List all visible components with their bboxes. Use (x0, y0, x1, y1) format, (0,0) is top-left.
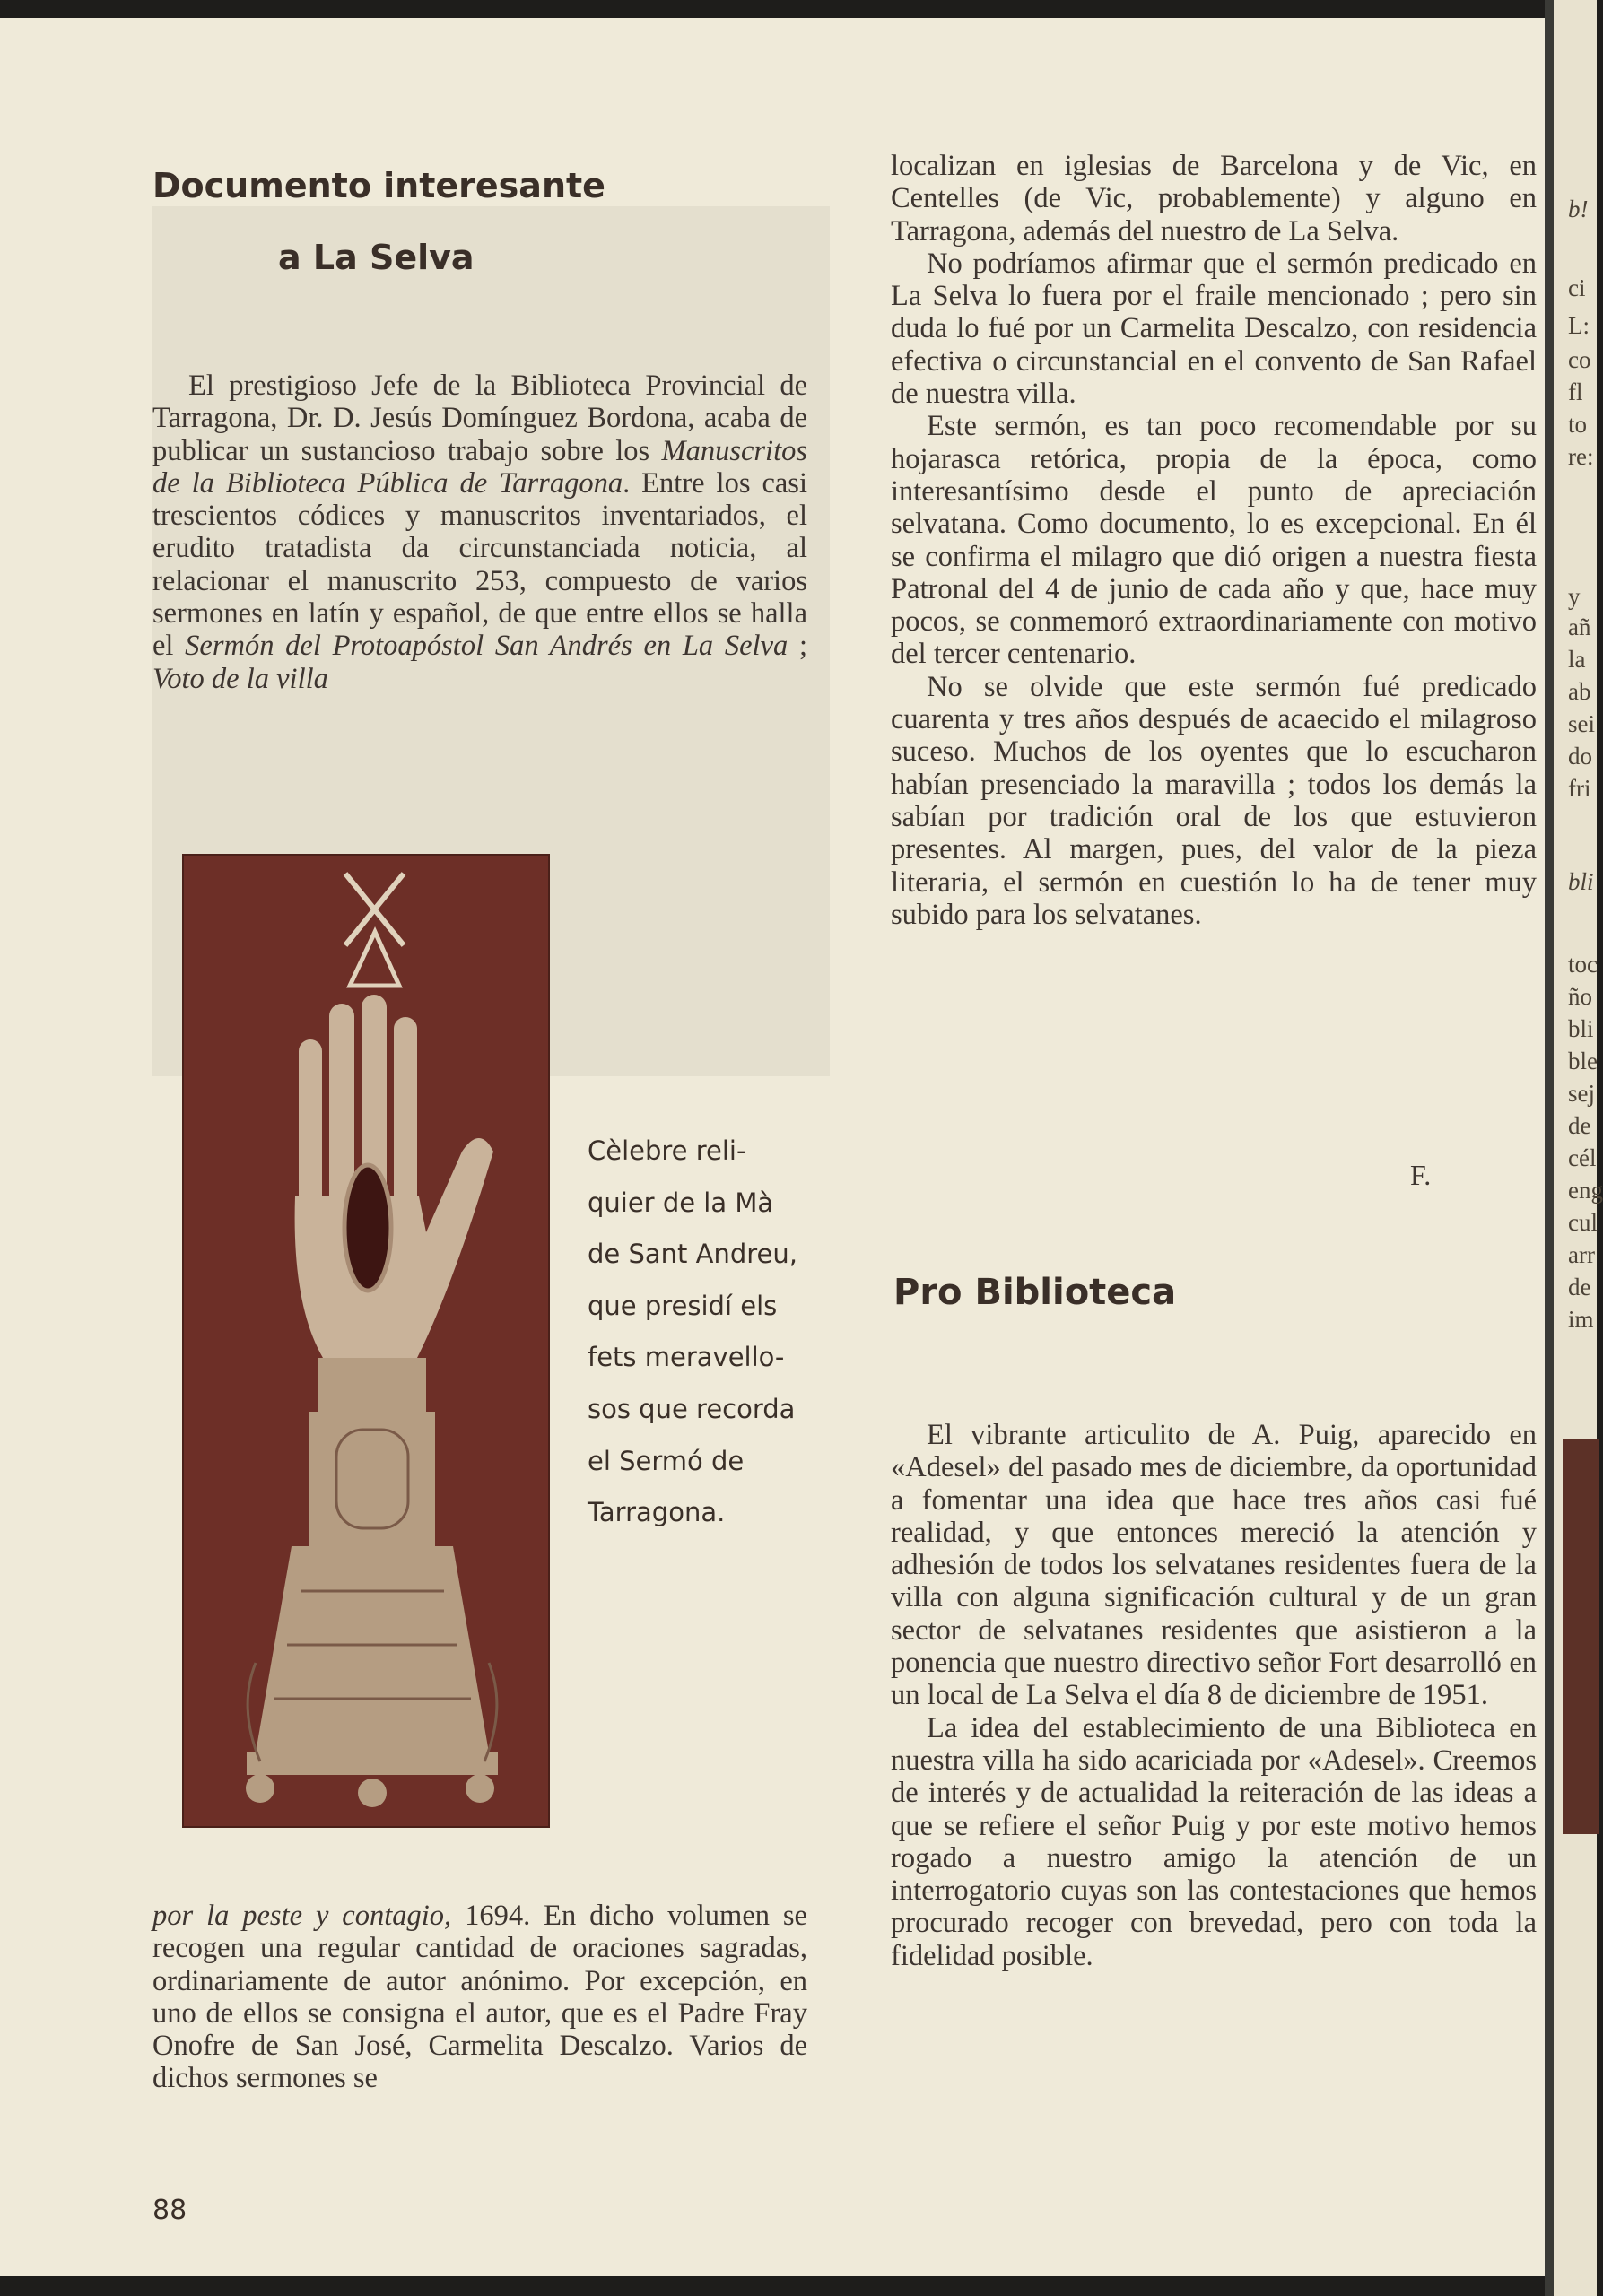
italic-title-run: Sermón del Protoapóstol San Andrés en La Selva (185, 630, 788, 663)
caption-line: que presidí els (588, 1290, 778, 1321)
next-page-fragment: do (1568, 743, 1592, 770)
photo-caption (588, 1126, 812, 1539)
right-paragraph: Este sermón, es tan poco recomendable por su hojarasca retórica, propia de la época, como interesantísimo desde el punto de apreciación selvatana. Como documento, lo es excepcional. En él se confirma el milagro que dió origen a nuestra fiesta Patronal del 4 de junio de cada año y que, hace muy pocos, se conmemoró extraordinariamente con motivo del tercer centenario. (891, 410, 1537, 671)
page-number: 88 (152, 2195, 187, 2226)
section-title-pro-biblioteca: Pro Biblioteca (893, 1272, 1177, 1313)
text-run: ; (788, 630, 807, 663)
next-page-fragment: bli (1568, 1015, 1594, 1042)
italic-title-run: por la peste y contagio, (152, 1900, 452, 1932)
caption-line: de Sant Andreu, (588, 1239, 797, 1270)
caption-line: Cèlebre reli- (588, 1135, 746, 1166)
caption-line: el Sermó de (588, 1445, 745, 1476)
next-page-fragment: ci (1568, 274, 1586, 301)
next-page-fragment: L: (1568, 312, 1590, 339)
relic-window (344, 1165, 391, 1291)
continuation-paragraph (152, 1900, 807, 2095)
next-page-fragment: b! (1568, 196, 1589, 222)
italic-title-run: Manuscritos de la Biblioteca Pública de Tarragona (152, 434, 807, 500)
next-page-fragment: cul (1568, 1209, 1598, 1236)
next-page-fragment: bli (1568, 868, 1594, 895)
next-page-fragment: sej (1568, 1080, 1595, 1107)
text-run: . Entre los casi trescientos códices y manuscritos inventariados, el erudito tratadista da circunstanciada noticia, al relacionar el manuscrito 253, compuesto de varios sermones en latín y español, de que entre ellos se halla el (152, 466, 807, 663)
reliquary-hand-image (184, 856, 548, 1826)
caption-line: fets meravello- (588, 1342, 785, 1373)
magazine-page (0, 18, 1545, 2276)
next-page-fragment: ño (1568, 983, 1592, 1010)
next-page-fragment: fri (1568, 775, 1591, 802)
next-page-fragment: de (1568, 1274, 1591, 1300)
article-title-line-2: a La Selva (278, 238, 475, 277)
next-page-fragment: fl (1568, 378, 1583, 405)
text-run: 1694. En dicho volumen se recogen una regular cantidad de oraciones sagradas, ordinariamente de autor anónimo. Por excepción, en uno de ellos se consigna el autor, que es el Padre Fray Onofre de San José, Carmelita Descalzo. Varios de dichos sermones se (152, 1900, 807, 2095)
pro-biblioteca-body (891, 1419, 1537, 1972)
caption-line: quier de la Mà (588, 1187, 774, 1218)
italic-title-run: Voto de la villa (152, 662, 328, 695)
next-page-edge (1554, 0, 1603, 2296)
hand-shape (295, 995, 493, 1358)
next-page-fragment: im (1568, 1306, 1594, 1333)
next-page-fragment: arr (1568, 1241, 1595, 1268)
next-page-fragment: y (1568, 583, 1581, 610)
next-page-fragment: la (1568, 646, 1586, 673)
next-page-fragment: sei (1568, 710, 1595, 737)
article-signature: F. (1410, 1159, 1432, 1191)
article-right-column (891, 150, 1537, 931)
right-paragraph: localizan en iglesias de Barcelona y de Vic, en Centelles (de Vic, probablemente) y alguno en Tarragona, además del nuestro de La Selva. (891, 150, 1537, 248)
book-spine (1545, 0, 1554, 2296)
text-run: El prestigioso Jefe de la Biblioteca Provincial de Tarragona, Dr. D. Jesús Domínguez Bordona, acaba de publicar un sustancioso trabajo sobre los (152, 370, 807, 467)
article-intro-paragraph (152, 370, 807, 695)
caption-line: Tarragona. (588, 1497, 726, 1528)
article-continuation-paragraph (152, 1900, 807, 2095)
next-page-fragment: re: (1568, 443, 1594, 470)
next-page-fragment: co (1568, 346, 1591, 373)
next-page-fragment: eng (1568, 1177, 1603, 1204)
body-paragraph: La idea del establecimiento de una Biblioteca en nuestra villa ha sido acariciada por «Adesel». Creemos de interés y de actualidad la reiteración de las ideas a que se refiere el señor Puig y por este motivo hemos rogado a nuestro amigo la atención de un interrogatorio cuyas son las contestaciones que hemos procurado recoger con brevedad, pero con toda la fidelidad posible. (891, 1711, 1537, 1972)
intro-paragraph (152, 370, 807, 695)
saint-andrew-cross-icon (345, 874, 404, 986)
next-page-fragment: to (1568, 411, 1588, 438)
next-page-fragment: de (1568, 1112, 1591, 1139)
right-paragraph: No podríamos afirmar que el sermón predicado en La Selva lo fuera por el fraile mencionado ; pero sin duda lo fué por un Carmelita Descalzo, con residencia efectiva o circunstancial en el convento de San Rafael de nuestra villa. (891, 247, 1537, 411)
reliquary-photo (182, 854, 550, 1828)
article-title-line-1: Documento interesante (152, 166, 605, 205)
body-paragraph: El vibrante articulito de A. Puig, aparecido en «Adesel» del pasado mes de diciembre, da oportunidad a fomentar una idea que hace tres años casi fué realidad, y que entonces mereció la atención y adhesión de todos los selvatanes residentes fuera de la villa con alguna significación cultural y de un gran sector de selvatanes residentes que asistieron a la ponencia que nuestro directivo señor Fort desarrolló en un local de La Selva el día 8 de diciembre de 1951. (891, 1419, 1537, 1712)
next-page-fragment: ab (1568, 678, 1591, 705)
next-page-photo-edge (1563, 1439, 1599, 1834)
next-page-fragment: añ (1568, 613, 1591, 640)
next-page-fragment: ble (1568, 1048, 1598, 1074)
next-page-fragment: toc (1568, 951, 1598, 978)
next-page-fragment: cél (1568, 1144, 1597, 1171)
right-paragraph: No se olvide que este sermón fué predicado cuarenta y tres años después de acaecido el milagroso suceso. Muchos de los oyentes que lo escucharon habían presenciado la maravilla ; todos los demás la sabían por tradición oral de los que estuvieron presentes. Al margen, pues, del valor de la pieza literaria, el sermón en cuestión lo ha de tener muy subido para los selvatanes. (891, 670, 1537, 931)
ornate-base (246, 1358, 498, 1807)
caption-line: sos que recorda (588, 1393, 796, 1424)
